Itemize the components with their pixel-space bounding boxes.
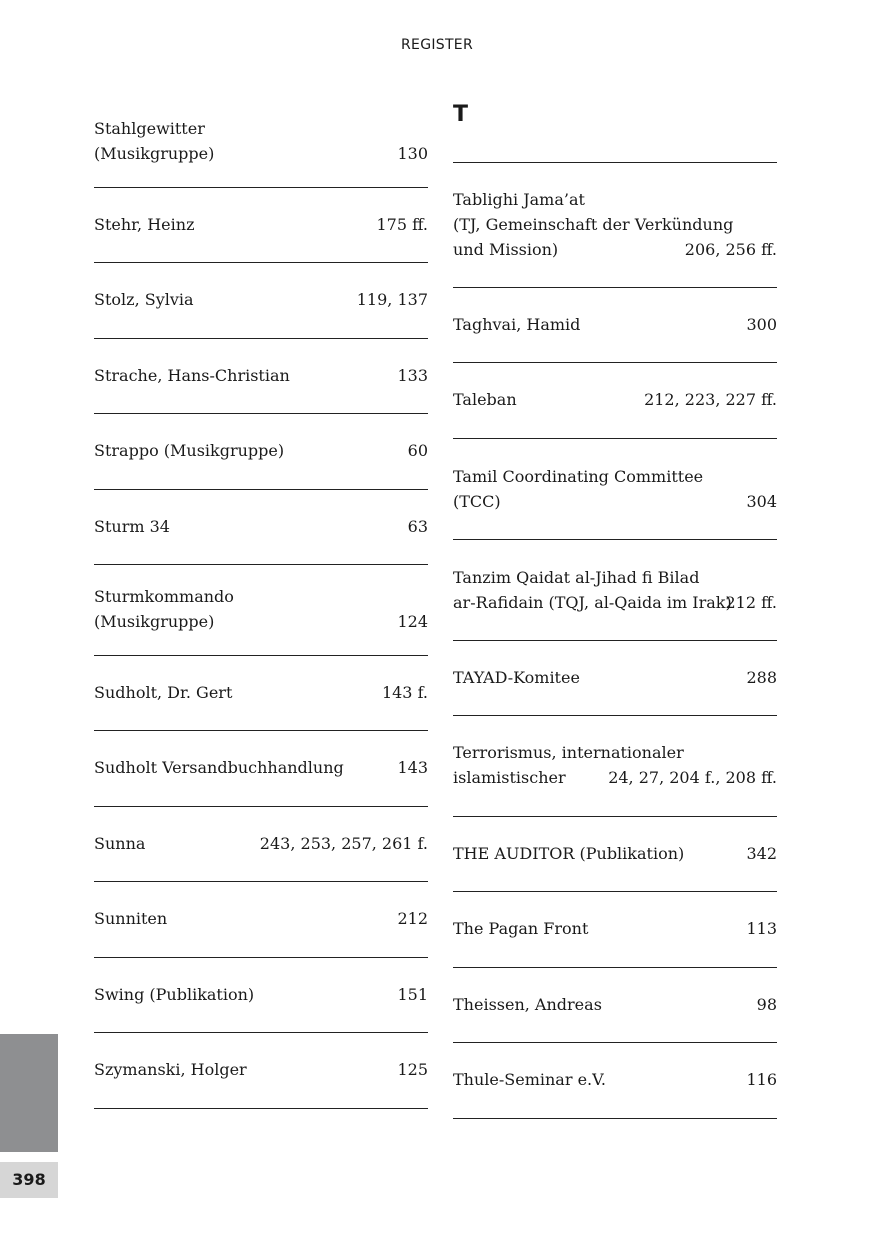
index-page-ref: 212, 223, 227 ff. bbox=[644, 390, 777, 409]
index-term: Sudholt Versandbuchhandlung bbox=[94, 758, 344, 777]
index-page-ref: 24, 27, 204 f., 208 ff. bbox=[608, 768, 777, 787]
page-number: 398 bbox=[0, 1162, 58, 1198]
index-term: (TCC) bbox=[453, 491, 501, 511]
index-page-ref: 119, 137 bbox=[356, 290, 428, 309]
index-term: Sturmkommando bbox=[94, 587, 234, 606]
index-term: islamistischer bbox=[453, 768, 566, 787]
index-page-ref: 60 bbox=[407, 441, 428, 460]
index-term: Sunniten bbox=[94, 909, 168, 928]
index-term: TAYAD-Komitee bbox=[453, 667, 580, 687]
section-letter bbox=[453, 96, 777, 163]
index-entry bbox=[453, 715, 777, 817]
index-term: Terrorismus, internationaler bbox=[453, 743, 684, 762]
running-header: REGISTER bbox=[401, 37, 473, 53]
index-term: ar-Rafidain (TQJ, al-Qaida im Irak) bbox=[453, 592, 732, 612]
section-letter-text: T bbox=[453, 102, 469, 127]
index-entry bbox=[453, 640, 777, 717]
index-page-ref: 63 bbox=[407, 516, 428, 536]
index-page-ref: 206, 256 ff. bbox=[684, 240, 777, 259]
index-term: Thule-Seminar e.V. bbox=[453, 1070, 606, 1089]
index-term: Strappo (Musikgruppe) bbox=[94, 441, 285, 460]
index-term: Stahlgewitter bbox=[94, 119, 205, 138]
index-entry bbox=[94, 655, 428, 732]
index-entry bbox=[94, 262, 428, 339]
index-term: (Musikgruppe) bbox=[94, 612, 215, 631]
index-page-ref: 175 ff. bbox=[376, 214, 428, 234]
index-page-ref: 125 bbox=[397, 1060, 428, 1079]
index-page-ref: 143 bbox=[397, 758, 428, 777]
index-entry bbox=[453, 891, 777, 968]
index-entry bbox=[94, 489, 428, 566]
index-entry bbox=[453, 162, 777, 288]
index-page-ref: 113 bbox=[746, 919, 777, 938]
index-entry bbox=[94, 413, 428, 490]
index-entry bbox=[94, 1032, 428, 1109]
index-page-ref: 300 bbox=[746, 314, 777, 334]
index-term: Taleban bbox=[453, 390, 517, 409]
index-page-ref: 212 bbox=[397, 909, 428, 928]
index-entry bbox=[453, 816, 777, 893]
index-page-ref: 151 bbox=[397, 984, 428, 1004]
index-term: (Musikgruppe) bbox=[94, 144, 215, 163]
index-term: Stehr, Heinz bbox=[94, 214, 195, 234]
index-term: THE AUDITOR (Publikation) bbox=[453, 843, 685, 863]
index-entry bbox=[94, 730, 428, 807]
index-page-ref: 116 bbox=[746, 1070, 777, 1089]
index-entry bbox=[453, 539, 777, 641]
index-entry bbox=[94, 187, 428, 264]
index-page-ref: 342 bbox=[746, 843, 777, 863]
index-page-ref: 130 bbox=[397, 144, 428, 163]
thumb-index-tab bbox=[0, 1034, 58, 1152]
index-entry bbox=[453, 967, 777, 1044]
index-term: Tablighi Jama’at bbox=[453, 190, 585, 209]
index-page-ref: 98 bbox=[756, 994, 777, 1014]
index-entry bbox=[94, 881, 428, 958]
index-entry bbox=[94, 806, 428, 883]
index-entry bbox=[453, 362, 777, 439]
index-term: Swing (Publikation) bbox=[94, 984, 255, 1004]
index-term: Taghvai, Hamid bbox=[453, 314, 581, 334]
index-page-ref: 124 bbox=[397, 612, 428, 631]
index-term: The Pagan Front bbox=[453, 919, 589, 938]
index-entry bbox=[453, 287, 777, 364]
index-term: (TJ, Gemeinschaft der Verkündung bbox=[453, 215, 734, 234]
index-term: und Mission) bbox=[453, 240, 559, 259]
index-page-ref: 212 ff. bbox=[725, 592, 777, 612]
index-term: Tanzim Qaidat al-Jihad fi Bilad bbox=[453, 567, 700, 587]
index-entry bbox=[94, 957, 428, 1034]
index-term: Stolz, Sylvia bbox=[94, 290, 194, 309]
index-page-ref: 243, 253, 257, 261 f. bbox=[259, 833, 428, 853]
index-page-ref: 143 f. bbox=[381, 682, 428, 702]
index-page-ref: 304 bbox=[746, 491, 777, 511]
index-term: Szymanski, Holger bbox=[94, 1060, 247, 1079]
index-term: Tamil Coordinating Committee bbox=[453, 466, 704, 486]
index-page-ref: 133 bbox=[397, 365, 428, 385]
index-term: Sturm 34 bbox=[94, 516, 170, 536]
index-term: Strache, Hans-Christian bbox=[94, 365, 290, 385]
index-term: Theissen, Andreas bbox=[453, 994, 602, 1014]
index-entry bbox=[94, 338, 428, 415]
index-entry bbox=[94, 564, 428, 656]
index-page-ref: 288 bbox=[746, 667, 777, 687]
index-term: Sunna bbox=[94, 833, 146, 853]
index-entry bbox=[94, 96, 428, 188]
index-term: Sudholt, Dr. Gert bbox=[94, 682, 233, 702]
index-entry bbox=[453, 438, 777, 540]
index-entry bbox=[453, 1042, 777, 1119]
